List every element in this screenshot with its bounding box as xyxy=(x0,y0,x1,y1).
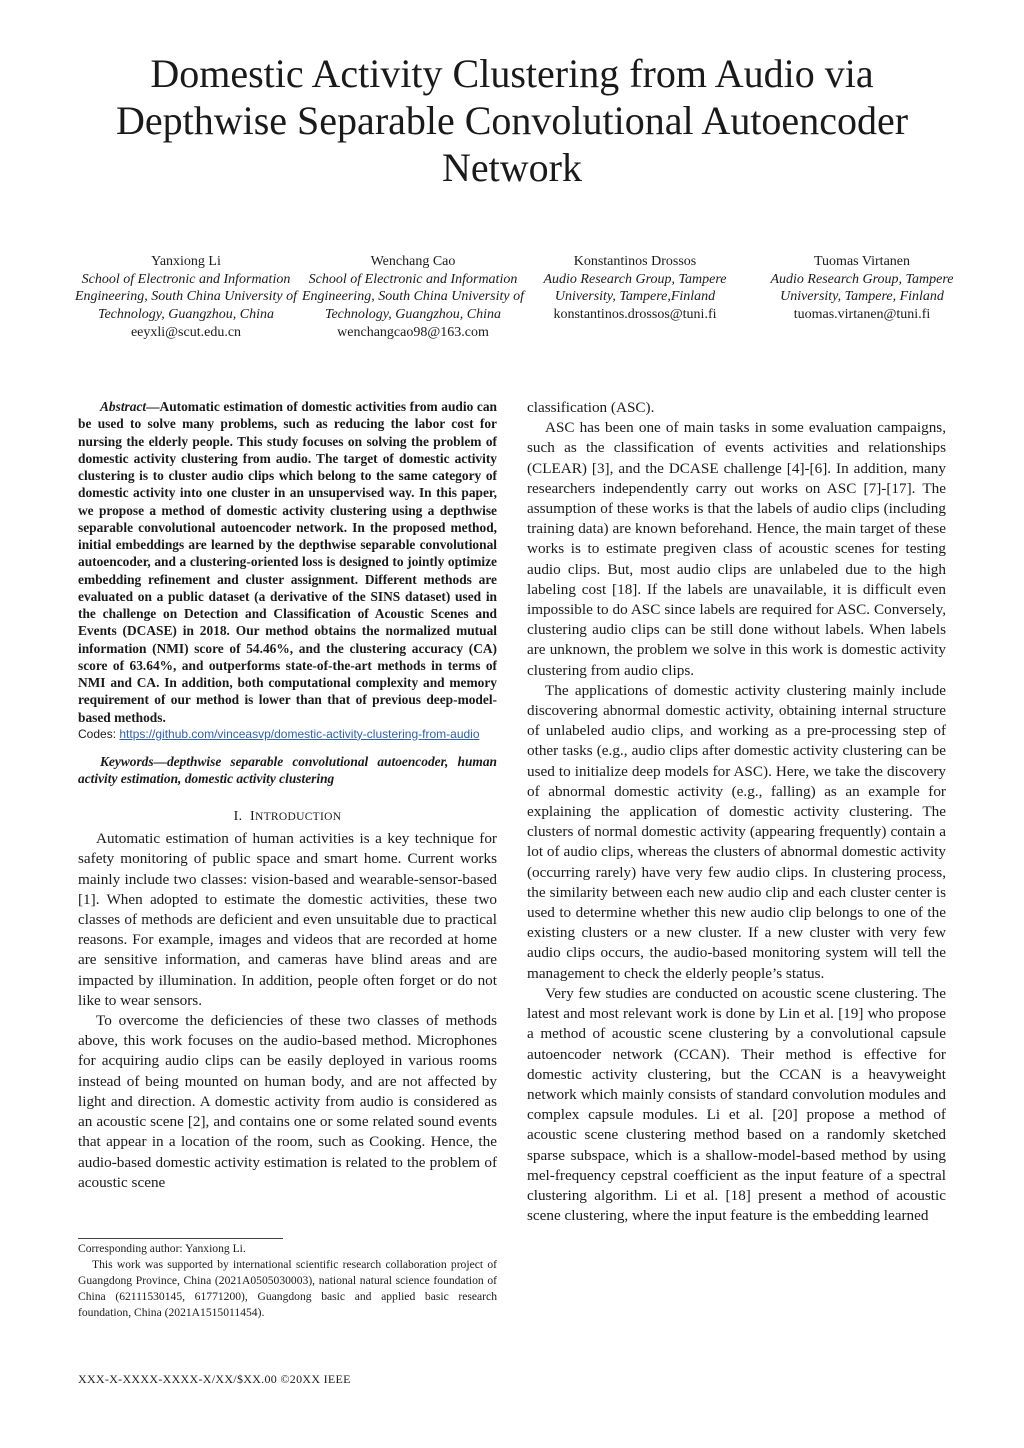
paragraph: Automatic estimation of human activities is a key technique for safety monitoring of public space and smart home. Current works mainly include two classes: vision-based and wearable-sensor-based [1]. When adopted to estimate the domestic activities, these two classes of methods are deficient and even unsuitable due to practical reasons. For example, images and videos that are recorded at home are sensitive information, and cameras have blind areas and are impacted by illumination. In addition, people often forget or do not like to wear sensors. xyxy=(78,830,497,1009)
footnote: This work was supported by international scientific research collaboration project of Guangdong Province, China (2021A0505030003), national natural science foundation of China (62111530145, 61771200), Guangdong basic and applied basic research foundation, China (2021A1515011454). xyxy=(78,1258,497,1319)
author-affiliation: Audio Research Group, Tampere University, Tampere, Finland xyxy=(770,271,954,305)
author-block xyxy=(747,253,977,324)
author-affiliation: School of Electronic and Information Engineering, South China University of Technology, Guangzhou, China xyxy=(74,271,298,323)
section-title-rest: NTRODUCTION xyxy=(254,811,342,824)
left-column xyxy=(78,398,497,1193)
paragraph: To overcome the deficiencies of these two classes of methods above, this work focuses on the audio-based method. Microphones for acquiring audio clips can be easily deployed in various rooms instead of being mounted on human body, and are not affected by light and direction. A domestic activity from audio is considered as an acoustic scene [2], and contains one or some related sound events that appear in a location of the room, such as Cooking. Hence, the audio-based domestic activity estimation is related to the problem of acoustic scene xyxy=(78,1012,497,1191)
author-name: Tuomas Virtanen xyxy=(814,254,910,269)
paragraph: ASC has been one of main tasks in some evaluation campaigns, such as the classification of events activities and relationships (CLEAR) [3], and the DCASE challenge [4]-[6]. In addition, many researchers independently carry out works on ASC [7]-[17]. The assumption of these works is that the labels of audio clips (including training data) are known beforehand. Hence, the main target of these works is to estimate pregiven class of acoustic scenes for testing audio clips. But, most audio clips are unlabeled due to the high labeling cost [18]. If the labels are unavailable, it is difficult even impossible to do ASC since labels are required for ASC. Conversely, clustering audio clips can be still done without labels. When labels are unknown, the problem we solve in this work is domestic activity clustering from audio clips. xyxy=(527,419,946,679)
abstract xyxy=(78,398,497,726)
footnote: Corresponding author: Yanxiong Li. xyxy=(78,1242,246,1255)
author-email[interactable]: wenchangcao98@163.com xyxy=(337,324,489,340)
codes-label: Codes: xyxy=(78,726,120,741)
author-block xyxy=(71,253,301,342)
author-block xyxy=(298,253,528,342)
abstract-text: —Automatic estimation of domestic activities from audio can be used to solve many problems, such as reducing the labor cost for nursing the elderly people. This study focuses on solving the problem of domestic activity clustering from audio. The target of domestic activity clustering is to cluster audio clips which belong to the same category of domestic activity into one cluster in an unsupervised way. In this paper, we propose a method of domestic activity clustering using a depthwise separable convolutional autoencoder network. In the proposed method, initial embeddings are learned by the depthwise separable convolutional autoencoder, and a clustering-oriented loss is designed to jointly optimize embedding refinement and cluster assignment. Different methods are evaluated on a public dataset (a derivative of the SINS dataset) used in the challenge on Detection and Classification of Acoustic Scenes and Events (DCASE) in 2018. Our method obtains the normalized mutual information (NMI) score of 54.46%, and the clustering accuracy (CA) score of 63.64%, and outperforms state-of-the-art methods in terms of NMI and CA. In addition, both computational complexity and memory requirement of our method is lower than that of previous deep-model-based methods. xyxy=(78,399,497,725)
footnote-divider xyxy=(78,1238,283,1239)
author-name: Konstantinos Drossos xyxy=(573,254,697,269)
keywords: Keywords—depthwise separable convolutional autoencoder, human activity estimation, domestic activity clustering xyxy=(78,753,497,786)
intro-text xyxy=(78,829,497,1193)
copyright-footer: XXX-X-XXXX-XXXX-X/XX/$XX.00 ©20XX IEEE xyxy=(78,1372,351,1386)
section-number: I. xyxy=(233,809,243,825)
author-name: Wenchang Cao xyxy=(370,254,456,269)
author-block xyxy=(520,253,750,324)
right-column xyxy=(527,398,946,1226)
author-email[interactable]: tuomas.virtanen@tuni.fi xyxy=(793,307,931,323)
author-name: Yanxiong Li xyxy=(151,254,221,269)
footnotes xyxy=(78,1241,497,1321)
author-email[interactable]: konstantinos.drossos@tuni.fi xyxy=(553,307,717,323)
abstract-label: Abstract xyxy=(100,399,147,414)
paragraph: Very few studies are conducted on acoustic scene clustering. The latest and most relevant work is done by Lin et al. [19] who propose a method of acoustic scene clustering by a convolutional capsule autoencoder network (CCAN). Their method is effective for domestic activity clustering, but the CCAN is a heavyweight network which mainly consists of standard convolution modules and complex capsule modules. Li et al. [20] propose a method of acoustic scene clustering method based on a randomly sketched sparse subspace, which is a shallow-model-based method by using mel-frequency cepstral coefficient as the input feature of a spectral clustering algorithm. Li et al. [18] present a method of acoustic scene clustering, where the input feature is the embedding learned xyxy=(527,984,946,1225)
code-repository-link[interactable]: https://github.com/vinceasvp/domestic-activity-clustering-from-audio xyxy=(119,726,480,741)
code-link-line xyxy=(78,726,497,742)
section-heading xyxy=(78,809,497,825)
author-affiliation: Audio Research Group, Tampere University, Tampere,Finland xyxy=(543,271,727,305)
paragraph: The applications of domestic activity clustering mainly include discovering abnormal domestic activity, obtaining internal structure of unlabeled audio clips, and working as a pre-processing step of other tasks (e.g., audio clips after domestic activity clustering can be used to initialize deep models for ASC). Here, we take the discovery of abnormal domestic activity (e.g., falling) as an example for explaining the application of domestic activity clustering. The clusters of normal domestic activity (appearing frequently) contain a lot of audio clips, whereas the clusters of abnormal domestic activity (occurring rarely) have very few audio clips. In clustering process, the similarity between each new audio clip and each cluster center is used to determine whether this new audio clip belongs to one of the existing clusters or a new cluster. If a new cluster with very few audio clips occurs, the audio-based monitoring system will tell the management to check the elderly people’s status. xyxy=(527,681,946,982)
paragraph: classification (ASC). xyxy=(527,399,655,416)
author-email[interactable]: eeyxli@scut.edu.cn xyxy=(130,324,242,340)
paper-title: Domestic Activity Clustering from Audio via Depthwise Separable Convolutional Autoencoder Network xyxy=(115,51,909,190)
section-title-initial: I xyxy=(250,809,255,825)
author-affiliation: School of Electronic and Information Engineering, South China University of Technology, Guangzhou, China xyxy=(301,271,525,323)
